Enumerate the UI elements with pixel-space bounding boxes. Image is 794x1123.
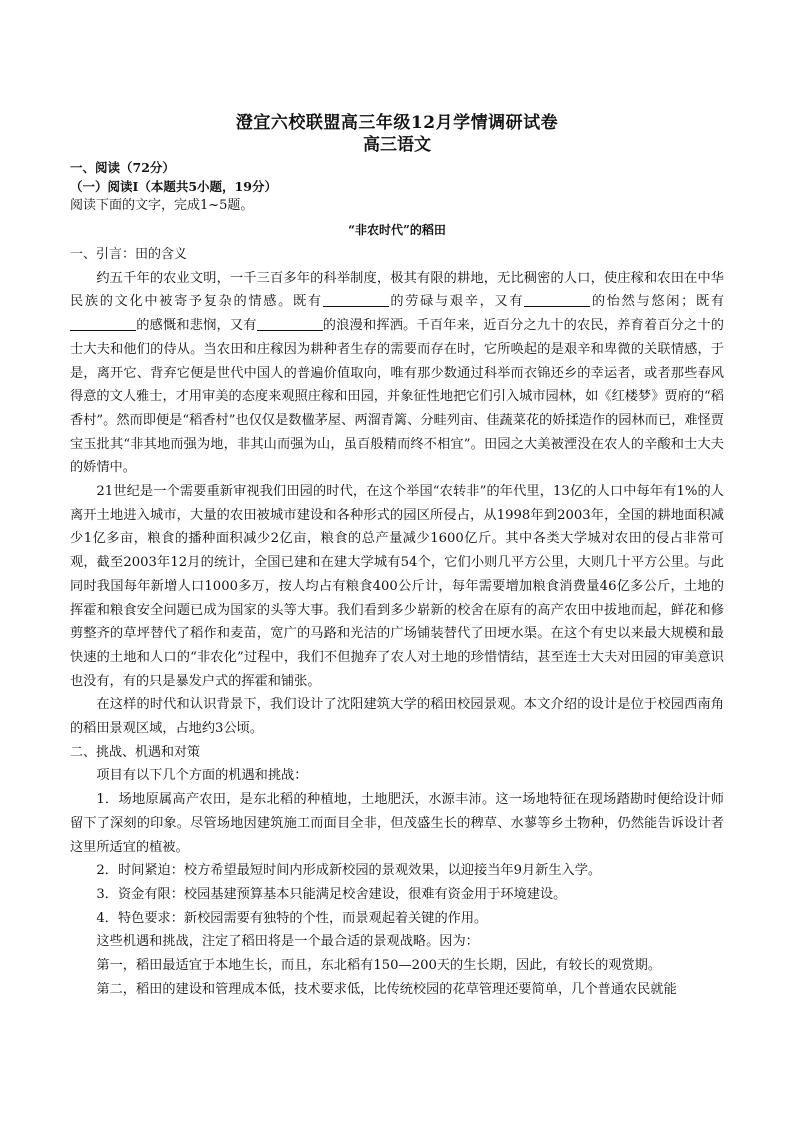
intro-heading: 一、引言：田的含义 bbox=[70, 247, 188, 262]
fill-blank-3 bbox=[70, 316, 136, 331]
article-body bbox=[70, 243, 724, 1002]
exam-page bbox=[70, 112, 724, 1002]
challenge-item-3: 3．资金有限：校园基建预算基本只能满足校舍建设，很难有资金用于环境建设。 bbox=[96, 886, 567, 902]
paragraph-1-part-c: 的怡然与悠闲；既有 bbox=[590, 294, 725, 310]
section-2-intro: 项目有以下几个方面的机遇和挑战： bbox=[96, 768, 308, 784]
reading-instruction: 阅读下面的文字，完成1~5题。 bbox=[70, 198, 254, 213]
section-heading-reading: 一、阅读（72分） bbox=[70, 160, 175, 175]
paragraph-1-part-b: 的劳碌与艰辛，又有 bbox=[388, 294, 525, 310]
section-2-heading: 二、挑战、机遇和对策 bbox=[70, 744, 201, 760]
paragraph-1-part-a: 约五千年的农业文明，一千三百多年的科举制度，极其有限的耕地，无比稠密的人口，使庄稼和农田在中华民族的文化中被寄予复杂的情感。既有 bbox=[70, 270, 724, 310]
fill-blank-4 bbox=[257, 316, 323, 331]
paragraph-3: 在这样的时代和认识背景下，我们设计了沈阳建筑大学的稻田校园景观。本文介绍的设计是位于校园西南角的稻田景观区域，占地约3公顷。 bbox=[70, 697, 724, 737]
fill-blank-1 bbox=[323, 292, 389, 307]
paragraph-1-part-d: 的感慨和悲悯，又有 bbox=[136, 318, 257, 334]
article-title: “非农时代”的稻田 bbox=[348, 223, 446, 237]
challenge-item-1: 1．场地原属高产农田，是东北稻的种植地，土地肥沃，水源丰沛。这一场地特征在现场踏勘时便给设计师留下了深刻的印象。尽管场地因建筑施工而面目全非，但茂盛生长的稗草、水蓼等乡土物种，仍然能告诉设计者这里所适宜的植被。 bbox=[70, 792, 724, 855]
subsection-heading-reading-1: （一）阅读Ⅰ（本题共5小题，19分） bbox=[70, 179, 277, 194]
paragraph-1-part-e: 的浪漫和挥洒。千百年来，近百分之九十的农民，养育着百分之十的士大夫和他们的侍从。当农田和庄稼因为耕种者生存的需要而存在时，它所唤起的是艰辛和卑微的关联情感，于是，离开它、背弃它便是世代中国人的普遍价值取向，唯有那少数通过科举而衣锦还乡的幸运者，或者那些春风得意的文人雅士，才用审美的态度来观照庄稼和田园，并象征性地把它们引入城市园林，如《红楼梦》贾府的“稻香村”。然而即便是“稻香村”也仅仅是数楹茅屋、两溜青篱、分畦列亩、佳蔬菜花的娇揉造作的园林而已，难怪贾宝玉批其“非其地而强为地，非其山而强为山，虽百般精而终不相宜”。田园之大美被湮没在农人的辛酸和士大夫的娇情中。 bbox=[70, 318, 724, 476]
paragraph-2: 21世纪是一个需要重新审视我们田园的时代，在这个举国“农转非”的年代里，13亿的人口中每年有1%的人离开土地进入城市，大量的农田被城市建设和各种形式的园区所侵占，从1998年到2003年，全国的耕地面积减少1亿多亩，粮食的播种面积减少2亿亩，粮食的总产量减少1600亿斤。其中各类大学城对农田的侵占非常可观，截至2003年12月的统计，全国已建和在建大学城有54个，它们小则几平方公里，大则几十平方公里。与此同时我国每年新增人口1000多万，按人均占有粮食400公斤计，每年需要增加粮食消费量46亿多公斤，土地的挥霍和粮食安全问题已成为国家的头等大事。我们看到多少崭新的校舍在原有的高产农田中拔地而起，鲜花和修剪整齐的草坪替代了稻作和麦苗，宽广的马路和光洁的广场铺装替代了田埂水渠。在这个有史以来最大规模和最快速的土地和人口的“非农化”过程中，我们不但抛弃了农人对土地的珍惜情结，甚至连士大夫对田园的审美意识也没有，有的只是暴发户式的挥霍和铺张。 bbox=[70, 484, 724, 689]
challenge-item-4: 4．特色要求：新校园需要有独特的个性，而景观起着关键的作用。 bbox=[96, 910, 488, 926]
challenge-item-2: 2．时间紧迫：校方希望最短时间内形成新校园的景观效果，以迎接当年9月新生入学。 bbox=[96, 863, 602, 879]
paragraph-1 bbox=[70, 267, 724, 480]
exam-title: 澄宜六校联盟高三年级12月学情调研试卷 bbox=[235, 113, 559, 133]
fill-blank-2 bbox=[524, 292, 590, 307]
reason-1: 第一，稻田最适宜于本地生长，而且，东北稻有150—200天的生长期，因此，有较长的观赏期。 bbox=[96, 958, 662, 974]
reason-2: 第二，稻田的建设和管理成本低，技术要求低，比传统校园的花草管理还要简单，几个普通农民就能 bbox=[96, 981, 677, 997]
exam-subtitle: 高三语文 bbox=[363, 135, 431, 155]
strategy-statement: 这些机遇和挑战，注定了稻田将是一个最合适的景观战略。因为： bbox=[96, 934, 479, 950]
